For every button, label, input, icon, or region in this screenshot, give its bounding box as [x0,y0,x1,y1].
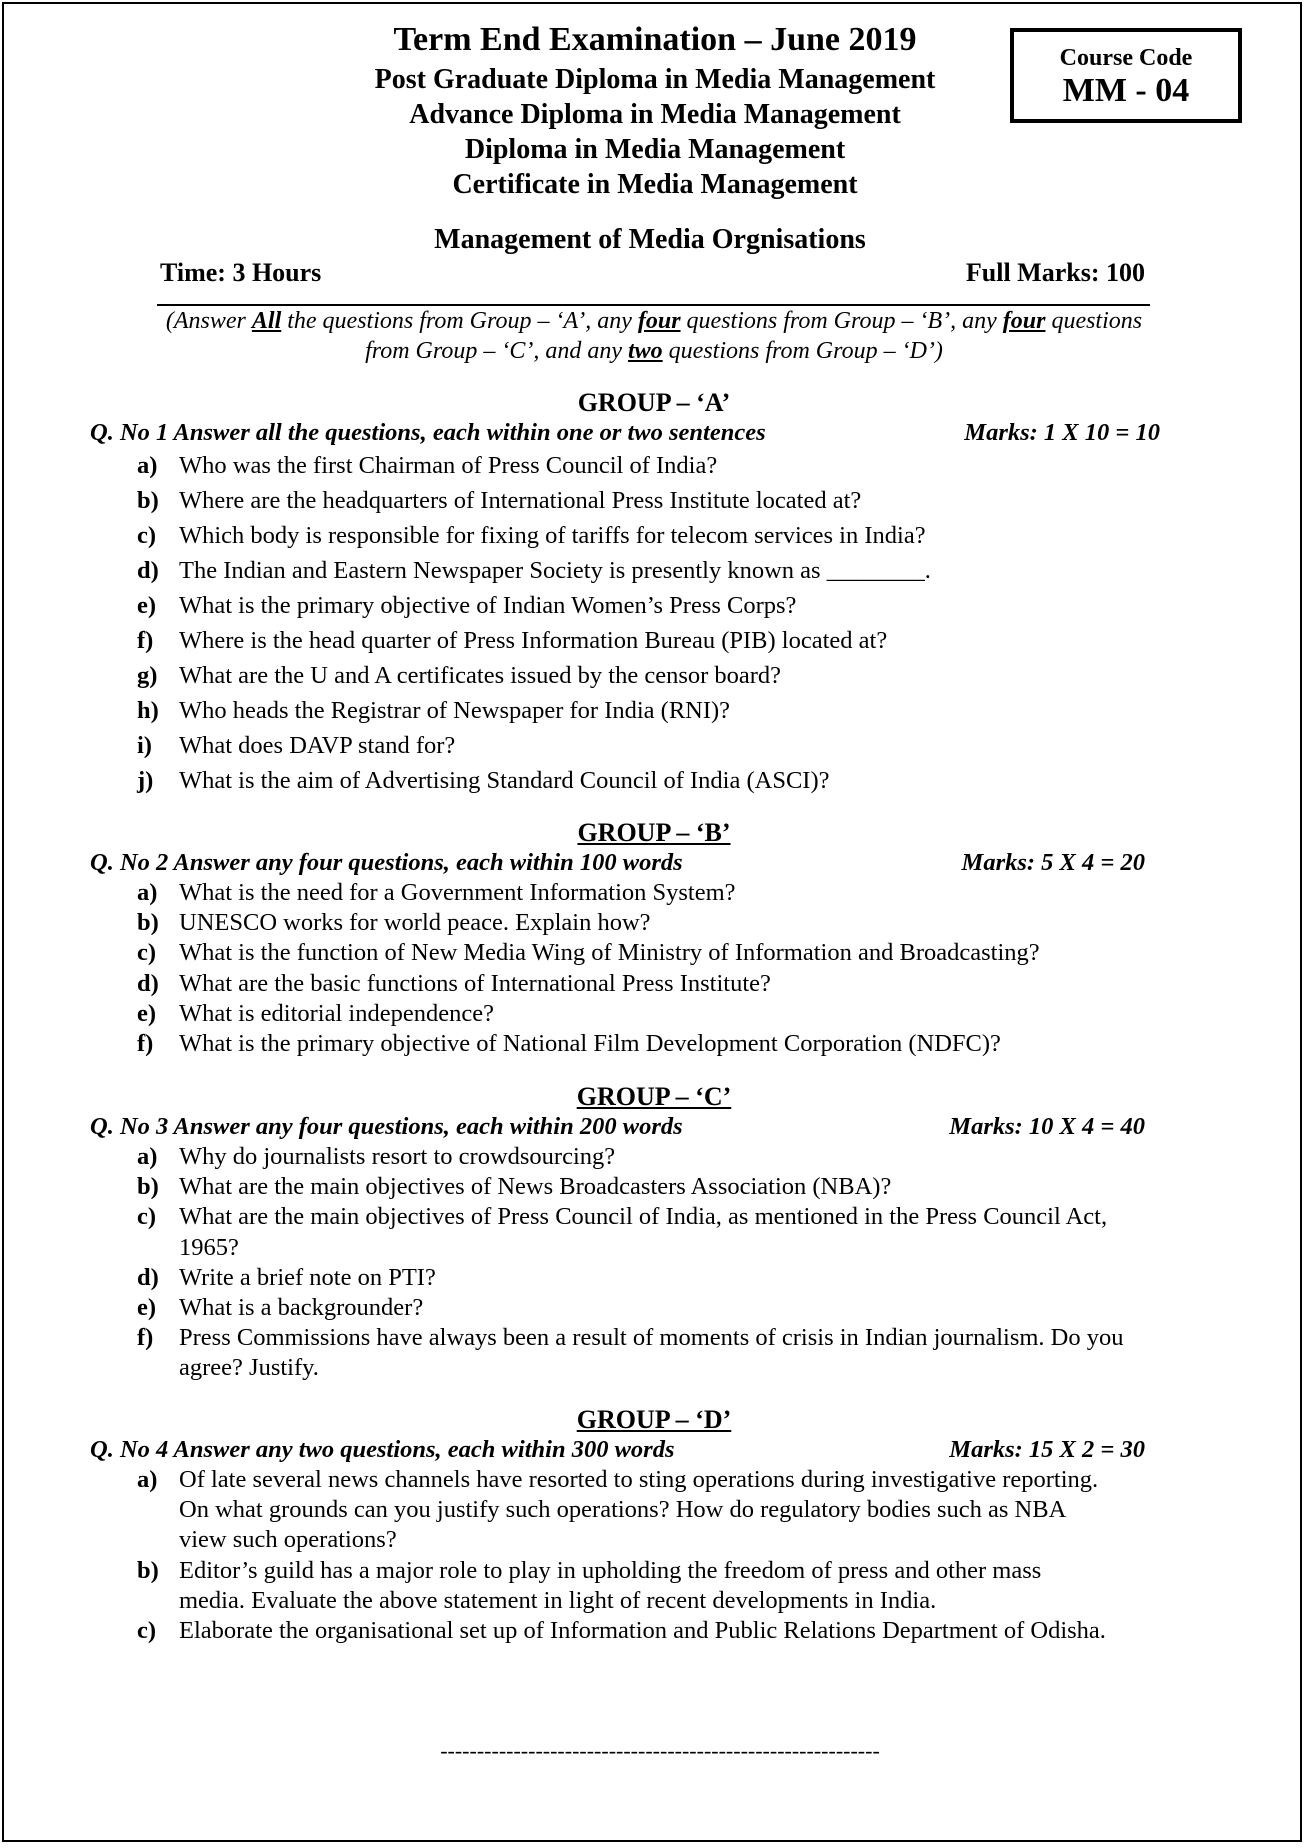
item-letter: a) [137,452,158,479]
item-letter: b) [137,1173,159,1201]
question-text: Q. No 3 Answer any four questions, each within 200 words [90,1113,683,1140]
item-letter: d) [137,969,159,997]
group-b-title [250,818,1058,848]
group-title-text: GROUP – ‘B’ [577,818,731,847]
item-text: Press Commissions have always been a result of moments of crisis in Indian journalism. Do you agree? Justify. [179,1324,1124,1382]
item-text: What is a backgrounder? [179,1294,424,1322]
question-text: Q. No 2 Answer any four questions, each within 100 words [90,849,683,876]
item-letter: c) [137,1203,157,1231]
subject-title: Management of Media Orgnisations [434,224,866,255]
item-text: Who heads the Registrar of Newspaper for India (RNI)? [179,697,731,724]
group-title-text: GROUP – ‘A’ [577,388,731,417]
item-letter: b) [137,909,159,937]
question-marks: Marks: 15 X 2 = 30 [949,1436,1145,1463]
item-letter: g) [137,662,158,689]
program-adm: Advance Diploma in Media Management [409,99,901,130]
item-letter: a) [137,1143,158,1170]
question-4-header [90,1436,1145,1464]
list-item [137,908,1167,938]
item-letter: j) [137,767,154,794]
question-marks: Marks: 1 X 10 = 10 [964,419,1160,446]
list-item [137,763,1167,798]
list-item [137,623,1167,658]
item-letter: e) [137,1294,157,1322]
item-letter: f) [137,627,154,654]
list-item [137,483,1167,518]
program-pgdmm: Post Graduate Diploma in Media Management [374,64,936,95]
list-item [137,1172,1157,1202]
instructions-text: the questions from Group – ‘A’, any [281,308,638,334]
item-text: Who was the first Chairman of Press Council of India? [179,452,718,479]
instructions-text: questions from Group – ‘D’) [662,338,943,364]
instructions-text: questions from Group – ‘B’, any [680,308,1003,334]
item-text: Where is the head quarter of Press Information Bureau (PIB) located at? [179,627,888,654]
item-letter: d) [137,1263,159,1291]
list-item [137,1142,1157,1172]
course-code-label: Course Code [1059,45,1193,71]
question-marks: Marks: 10 X 4 = 40 [949,1113,1145,1140]
item-letter: c) [137,522,157,549]
instructions-emphasis: two [627,338,663,364]
list-item [137,1202,1157,1262]
list-item [137,1323,1157,1383]
time-label: Time: 3 Hours [160,258,322,287]
item-text: What is the primary objective of National Film Development Corporation (NDFC)? [179,1030,1001,1058]
item-letter: a) [137,879,158,906]
list-item [137,1293,1157,1323]
list-item [137,693,1167,728]
item-text: What is the primary objective of Indian Women’s Press Corps? [179,592,797,619]
full-marks-label: Full Marks: 100 [965,258,1145,287]
footer-dashed-rule: ------------------------------------------------------------ [440,1738,880,1763]
group-a-title [250,388,1058,418]
question-2-header [90,849,1145,877]
group-title-text: GROUP – ‘C’ [576,1082,732,1111]
list-item [137,728,1167,763]
list-item [137,553,1167,588]
exam-header [260,18,1050,202]
item-letter: a) [137,1466,158,1493]
group-d-title [250,1405,1058,1435]
list-item [137,878,1167,908]
item-letter: b) [137,1556,159,1584]
item-text: What are the U and A certificates issued by the censor board? [179,662,782,689]
item-text: Why do journalists resort to crowdsourcing? [179,1143,616,1170]
item-text: What is the aim of Advertising Standard Council of India (ASCI)? [179,767,830,794]
item-text: Elaborate the organisational set up of Information and Public Relations Department of Odisha. [179,1617,1106,1645]
course-code-box [1010,28,1242,123]
item-letter: i) [137,732,152,759]
question-text: Q. No 1 Answer all the questions, each within one or two sentences [90,419,766,446]
group-c-questions [137,1142,1157,1384]
item-text: Editor’s guild has a major role to play in upholding the freedom of press and other mass media. Evaluate the above statement in light of recent developments in India. [179,1556,1042,1614]
item-text: Which body is responsible for fixing of tariffs for telecom services in India? [179,522,926,549]
list-item [137,588,1167,623]
item-letter: h) [137,697,159,724]
list-item [137,1616,1112,1646]
instructions-emphasis: All [251,308,282,334]
item-text: Of late several news channels have resorted to sting operations during investigative reporting. On what grounds can you justify such operations? How do regulatory bodies such as NBA view such operations? [179,1466,1099,1554]
group-title-text: GROUP – ‘D’ [576,1405,732,1434]
item-letter: d) [137,557,159,584]
item-text: What is the function of New Media Wing of Ministry of Information and Broadcasting? [179,939,1040,967]
instructions-text: (Answer [165,308,252,334]
item-letter: e) [137,999,157,1027]
group-a-questions [137,448,1167,798]
item-letter: e) [137,592,157,619]
instructions [150,306,1158,366]
group-c-title [250,1082,1058,1112]
list-item [137,1029,1167,1059]
group-b-questions [137,878,1167,1059]
item-text: What are the basic functions of International Press Institute? [179,969,771,997]
question-3-header [90,1113,1145,1141]
instructions-text: questions from Group – ‘C’, and any [365,308,1143,364]
group-d-questions [137,1465,1112,1646]
instructions-emphasis: four [1002,308,1046,334]
item-text: The Indian and Eastern Newspaper Society is presently known as ________. [179,557,931,584]
question-marks: Marks: 5 X 4 = 20 [961,849,1145,876]
item-text: What is editorial independence? [179,999,494,1027]
course-code-value: MM - 04 [1062,72,1190,109]
question-text: Q. No 4 Answer any two questions, each within 300 words [90,1436,675,1463]
item-letter: f) [137,1324,154,1352]
list-item [137,969,1167,999]
item-text: What are the main objectives of Press Council of India, as mentioned in the Press Council Act, 1965? [179,1203,1108,1261]
item-text: UNESCO works for world peace. Explain how? [179,909,651,937]
item-text: What does DAVP stand for? [179,732,456,759]
item-letter: b) [137,487,159,514]
item-text: What is the need for a Government Information System? [179,879,736,906]
list-item [137,1263,1157,1293]
question-1-header [90,419,1160,447]
list-item [137,658,1167,693]
item-letter: c) [137,939,157,967]
list-item [137,999,1167,1029]
list-item [137,938,1167,968]
program-cmm: Certificate in Media Management [452,169,858,200]
list-item [137,1556,1112,1616]
item-text: Write a brief note on PTI? [179,1263,436,1291]
list-item [137,518,1167,553]
instructions-emphasis: four [637,308,681,334]
item-letter: f) [137,1030,154,1058]
list-item [137,448,1167,483]
item-letter: c) [137,1617,157,1645]
item-text: Where are the headquarters of International Press Institute located at? [179,487,862,514]
exam-title: Term End Examination – June 2019 [393,21,917,58]
item-text: What are the main objectives of News Broadcasters Association (NBA)? [179,1173,892,1201]
program-dmm: Diploma in Media Management [464,134,846,165]
list-item [137,1465,1112,1556]
